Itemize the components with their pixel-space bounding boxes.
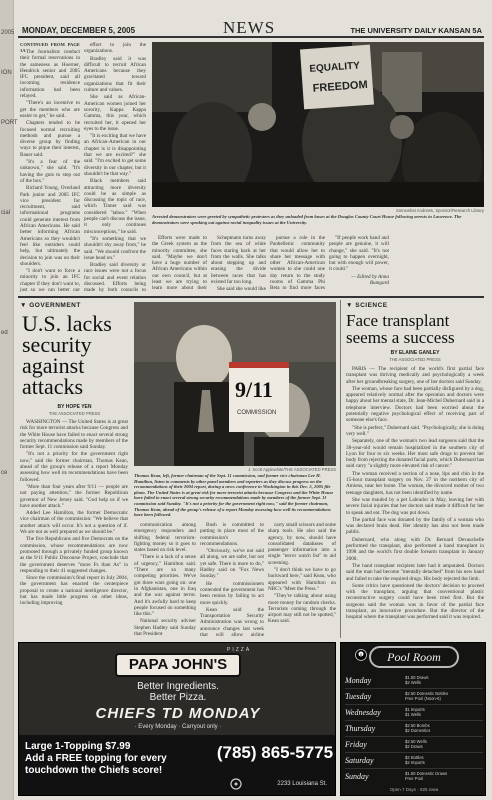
podium-sign-subtext: COMMISSION: [237, 410, 277, 416]
paragraph: Bradley said it was difficult to recruit African Americans because they gravitated toward organizations that fit their culture and values.: [84, 55, 146, 94]
paragraph: Dubernard, who along with Dr. Bernard Devauchelle performed the transplant, also performed a hand transplant in 1998 and the world's first double forearm transplant in January 2000.: [346, 536, 484, 562]
special-text: $2.50 Wells $2 Draws: [405, 739, 427, 749]
paragraph: "I don't want to force a minority to join an IFC chapter if they don't want to, just so we can better our: [20, 268, 80, 292]
special-text: $1 Imports $1 Wells: [405, 707, 425, 717]
schedule-row: [345, 689, 483, 705]
government-column-2: [134, 522, 196, 638]
paragraph: "They're talking about using more money for random checks. Terrorists coming through the airport may still not be spotted," Kean said.: [268, 593, 336, 625]
paragraph: Kean said the Transportation Security Administration was wrong to announce changes last week that will allow airline: [200, 606, 264, 638]
government-byline: BY HOPE YEN: [57, 404, 92, 410]
paragraph: Chapters tended to be focused normal recruiting methods and pursue a diverse group by finding ways to pique their interest, Bauer said.: [20, 120, 80, 158]
headline-line: Face transplant: [346, 311, 450, 330]
previous-page-edge: [0, 0, 18, 800]
government-column-1: [20, 419, 128, 638]
paragraph: "It is exciting that we have an African-American in our chapter is it is disappointing that we are excited?" she said. "I'm excited to get some diversity in our chapter, but it shouldn't be that way.": [84, 133, 146, 177]
podium-sign-text: 9/11: [235, 377, 273, 402]
commission-photo-credit: J. Scott Applewhite/THE ASSOCIATED PRESS: [248, 467, 336, 472]
chiefs-promo: CHIEFS TD MONDAY: [95, 705, 261, 722]
kicker-label: SCIENCE: [355, 302, 388, 309]
photo-caption: Arrested demonstrators were greeted by sympathetic protesters as they unloaded from buses at the Douglas County Court House following arrests in Lawrence. The demonstrators were speaking out against racial inequality issues at the University.: [152, 214, 462, 225]
government-column-3: [200, 522, 264, 638]
schedule-row: [345, 673, 483, 689]
day-label: Sunday: [345, 772, 369, 781]
paragraph: Black members said attracting more diversity could be as simple as discussing the topic of race, which Tinner said was considered "taboo." "When people can't discuss the issue, it only continues misconceptions," he said.: [84, 178, 146, 235]
schedule-row: [345, 769, 483, 785]
commission-photo-caption: Thomas Kean, left, former chairman of the Sept. 11 commission, and former vice chairman Lee H. Hamilton, listen to comments by other panel members and reporters as they discuss progress on the recommendations of their 2004 report, during a news conference in Washington in this Dec. 5, 2005 file photo. The United States is at great risk for more terrorist attacks because Congress and the White House have failed to enact several strong security recommendations made by members of the former Sept. 11 commission said Sunday. "It's not a priority for the government right now," said the former chairman, Thomas Kean, ahead of the group's release of a report Monday assessing how well its recommendations have been followed.: [134, 473, 334, 518]
page-header: [18, 18, 484, 38]
story-column-5: [270, 235, 325, 292]
special-text: $2 Bottles $2 Imports: [405, 755, 425, 765]
kicker-bullet-icon: ▼: [346, 302, 356, 309]
paragraph: "It's not a priority for the government right now," said the former chairman, Thomas Kean, ahead of the group's release of a report Monday assessing how well its recommendations have been followed.: [20, 451, 128, 483]
paragraph: "I don't think we have to go backward here," said Kean, who appeared with Hamilton on NBC's "Meet the Press.": [268, 567, 336, 592]
paragraph: She said she would like: [217, 286, 266, 292]
paragraph: The woman, whose face had been partially disfigured by a dog, appeared relatively normal after the operation and doctors were happy about her mental state, Dr. Jean-Michel Dubernard said in a telephone interview. Doctors had been worried about the potentially negative psychological effect of receiving part of someone else's face.: [346, 385, 484, 424]
paragraph: Schepmann turns away from the sea of white faces staring back at her from the walls. She talks about stepping up and erasing the divide between races that has existed far too long.: [211, 235, 266, 286]
science-headline: [346, 312, 486, 346]
sign-word-2: FREEDOM: [312, 78, 369, 95]
paragraph: The hand transplant recipient later had it amputated. Doctors said the man had become "mentally detached" from his new hand and failed to take the required drugs. His body rejected the limb.: [346, 562, 484, 582]
paragraph: The five Republicans and five Democrats on the commission, whose recommendations are now promoted through a privately funded group known as the 9/11 Public Discourse Project, conclude that the government deserves "more Fs than As" in responding to their 41 suggested changes.: [20, 536, 128, 574]
headline-line: security: [22, 332, 92, 357]
paragraph: Added Lee Hamilton, the former Democratic vice chairman of the commission: "We believe that another attack will occur. It's not a question of if. We are not as well prepared as we should be.": [20, 510, 128, 536]
column-rule: [340, 300, 341, 638]
ad-tagline: [79, 681, 277, 703]
story-column-4: [211, 235, 266, 292]
pool-room-ad: [340, 642, 486, 796]
paragraph: "More than four years after 9/11 — people are not paying attention," the former Republican governor of New Jersey said. "God help us if we have another attack.": [20, 483, 128, 509]
government-column-4: [268, 522, 336, 638]
protest-photo: [152, 42, 484, 207]
schedule-row: [345, 753, 483, 769]
pizza-label: PIZZA: [227, 647, 252, 653]
story-column-1: [20, 49, 80, 292]
paragraph: "There's an incentive to get the members who are easier to get," he said.: [20, 100, 80, 119]
paragraph: communication among emergency responders and shifting federal terrorism-fighting money so it goes to states based on risk level.: [134, 522, 196, 554]
offer-line: Large 1-Topping $7.99: [25, 741, 131, 752]
special-text: $1.50 Domestic Draws Free Pool: [405, 771, 448, 781]
commission-photo: [134, 302, 336, 466]
edge-text: ed: [1, 330, 8, 336]
paragraph: pursue a role in the Panhellenic community that would allow her to share her message with other African-American women to she could one day return to the study rooms of Gamma Phi Beta to find more faces: [270, 235, 325, 292]
paragraph: Bush is committed to putting in place most of the commission's recommendations.: [200, 522, 264, 547]
ad-phone: (785) 865-5775: [216, 743, 334, 762]
headline-line: against: [22, 353, 85, 378]
edge-text: cial: [1, 210, 11, 216]
ad-offer: [25, 741, 205, 777]
paragraph: The woman received a section of a nose, lips and chin in the 15-hour transplant surgery on Nov. 27 in the northern city of Amiens, near her home. The woman, the divorced mother of two teenage daughters, has not been identified by name.: [346, 470, 484, 496]
paragraph: "Obviously, we've not said all along, we are safer, but not yet safe. There is more to do," Hadley said on "Fox News Sunday.": [200, 548, 264, 580]
government-byline-org: THE ASSOCIATED PRESS: [48, 411, 101, 416]
protest-photo-image: [152, 42, 484, 207]
papa-johns-ad: [18, 642, 336, 796]
continued-label: CONTINUED FROM PAGE 1A: [20, 42, 80, 54]
edge-text: 2005: [1, 30, 15, 36]
sign-word-1: EQUALITY: [309, 60, 361, 75]
commission-photo-image: [134, 302, 336, 466]
edge-text: ION: [1, 70, 12, 76]
paragraph: Bradley said diversity or race issues were not a focus for social and event relation discussed. Efforts being made by both councils to: [84, 262, 146, 292]
offer-line: Add a FREE topping for every: [25, 753, 167, 764]
paragraph: PARIS — The recipient of the world's first partial face transplant was thriving medically and psychologically a week after her groundbreaking surgery, one of her doctors said Sunday.: [346, 366, 484, 385]
tagline-line: Better Pizza.: [149, 692, 207, 703]
issue-date: MONDAY, DECEMBER 5, 2005: [22, 26, 136, 35]
science-byline-org: THE ASSOCIATED PRESS: [389, 357, 441, 362]
papa-johns-logo: PAPA JOHN'S: [115, 653, 241, 677]
paragraph: "It's a fear of the unknown," she said. "It's having the guts to step out of the box.": [20, 159, 80, 184]
story-column-6: [329, 235, 389, 292]
headline-line: seems a success: [346, 328, 455, 347]
story-column-2: [84, 42, 146, 292]
paragraph: He commissioners contended the government has been remiss by failing to act more quickly.: [200, 580, 264, 606]
science-kicker: [346, 302, 388, 309]
paragraph: Since the commission's final report in July 2004, the government has enacted the centerpiece proposal to create a national intelligence director, but has made little progress on other ideas, including improving: [20, 575, 128, 607]
editor-note: — Edited by Anna Bumgard: [351, 273, 389, 287]
special-text: $1.50 Draws $2 Wells: [405, 675, 429, 685]
paragraph: "It's something that we shouldn't shy away from," he said. "We should confront the issue head on.": [84, 235, 146, 261]
kicker-bullet-icon: ▼: [20, 302, 30, 309]
government-headline: [22, 313, 132, 397]
day-label: Saturday: [345, 756, 374, 765]
headline-line: U.S. lacks: [22, 311, 112, 336]
day-label: Tuesday: [345, 692, 372, 701]
paragraph: carry small scissors and some sharp tools. He also said the agency, by now, should have consolidated databases of passenger information into a single "terror watch list" to aid screening.: [268, 522, 336, 566]
schedule-row: [345, 705, 483, 721]
edge-text: ce: [1, 470, 8, 476]
day-label: Monday: [345, 676, 372, 685]
schedule-row: [345, 721, 483, 737]
paragraph: WASHINGTON — The United States is at great risk for more terrorist attacks because Congress and the White House have failed to enact several strong security recommendations made by members of the former Sept. 11 commission said Sunday.: [20, 419, 128, 451]
paragraph: "There is a lack of a sense of urgency," Hamilton said. "There are so many competing priorities. We've got three wars going on: one in Afghanistan, one in Iraq and the war against terror. And it's awfully hard to keep people focused on something like this.": [134, 554, 196, 618]
paragraph: She said as African-American women joined her sorority, Kappa Kappa Gamma, this year, which recruited her, it opened her eyes to the issue.: [84, 94, 146, 132]
ad-address: 2233 Louisiana St.: [277, 781, 327, 787]
government-kicker: [20, 302, 81, 309]
edge-text: PORT: [1, 120, 18, 126]
special-text: $2.50 Bombs $2 Domestics: [405, 723, 431, 733]
offer-line: touchdown the Chiefs score!: [25, 765, 163, 776]
headline-line: attacks: [22, 374, 84, 399]
paragraph: She was mauled by a pet Labrador in May, leaving her with severe facial injuries that her doctors said made it difficult for her to speak and eat. The dog was put down.: [346, 496, 484, 516]
pool-room-schedule: [345, 673, 483, 785]
paragraph: Efforts were made to the Greek system as the minority committee, she said. "Maybe we don't have a huge number of African Americans within our own council, but at least we are trying to learn more about their: [152, 235, 207, 292]
promo-subtitle: · Every Monday · Carryout only ·: [134, 724, 222, 730]
story-column-3: [152, 235, 207, 292]
science-column: [346, 366, 484, 638]
paragraph: National security adviser Stephen Hadley said Sunday that President: [134, 618, 196, 638]
day-label: Thursday: [345, 724, 376, 733]
paragraph: effort to join the organizations.: [84, 42, 146, 55]
section-divider: [18, 296, 484, 298]
paragraph: Separately, one of the woman's two lead surgeons said that the 38-year-old would remain hospitalized in the southern city of Lyon for four to six weeks. Her most safe drugs to prevent her body from rejecting the donated facial parts, which Dubernard has said carry "a slightly more elevated risk of cancer.": [346, 438, 484, 470]
paragraph: Richard Young, Overland Park junior and 2005 IFC vice president for recruitment, said informational programs could generate interest from African Americans. He said better informing African Americans so they wouldn't feel like outsiders could help, but ultimately the decision to join was on their shoulders.: [20, 185, 80, 267]
tagline-line: Better Ingredients.: [137, 681, 219, 692]
pool-room-logo: Pool Room: [369, 646, 459, 668]
svg-text:8: 8: [360, 652, 362, 657]
paragraph: The Journalists conduct their formal reservations in the sameness as Hoerner, Hendrick senior and 2005 IFC president, said all incoming residence information had been relayed.: [20, 49, 80, 100]
paragraph: "If people work hand and people are genuine, it will change," she said. "It's not going to happen overnight, but with enough will power, it could.": [329, 235, 389, 273]
photo-credit: Somewhat Andrews, Sponsor/Research Library: [396, 208, 484, 213]
location-icon: [229, 777, 243, 791]
day-label: Wednesday: [345, 708, 381, 717]
schedule-row: [345, 737, 483, 753]
special-text: $2.50 Domestic Bottles Free Pool (Noon-6): [405, 691, 449, 701]
science-byline: BY ELAINE GANLEY: [390, 350, 440, 356]
day-label: Friday: [345, 740, 367, 749]
paragraph: The partial face was donated by the family of a woman who was declared brain dead. Her identity has also not been made public.: [346, 516, 484, 536]
pool-room-footer: Open 7 Days · 925 Iowa: [389, 787, 439, 792]
paper-name: THE UNIVERSITY DAILY KANSAN 5A: [350, 26, 482, 35]
eight-ball-icon: [355, 649, 367, 661]
section-title: NEWS: [223, 18, 276, 37]
paragraph: Some critics have questioned the doctors' decision to proceed with the transplant, arguing that conventional plastic reconstructive surgery could have been tried first. But the surgeons said the woman was in favor of the partial face transplant, an innovative procedure. But the director of the hospital where the transplant was performed said it was required.: [346, 582, 484, 621]
paragraph: "She is perfect," Dubernard said. "Psychologically, she is doing very well.": [346, 424, 484, 437]
kicker-label: GOVERNMENT: [29, 302, 81, 309]
